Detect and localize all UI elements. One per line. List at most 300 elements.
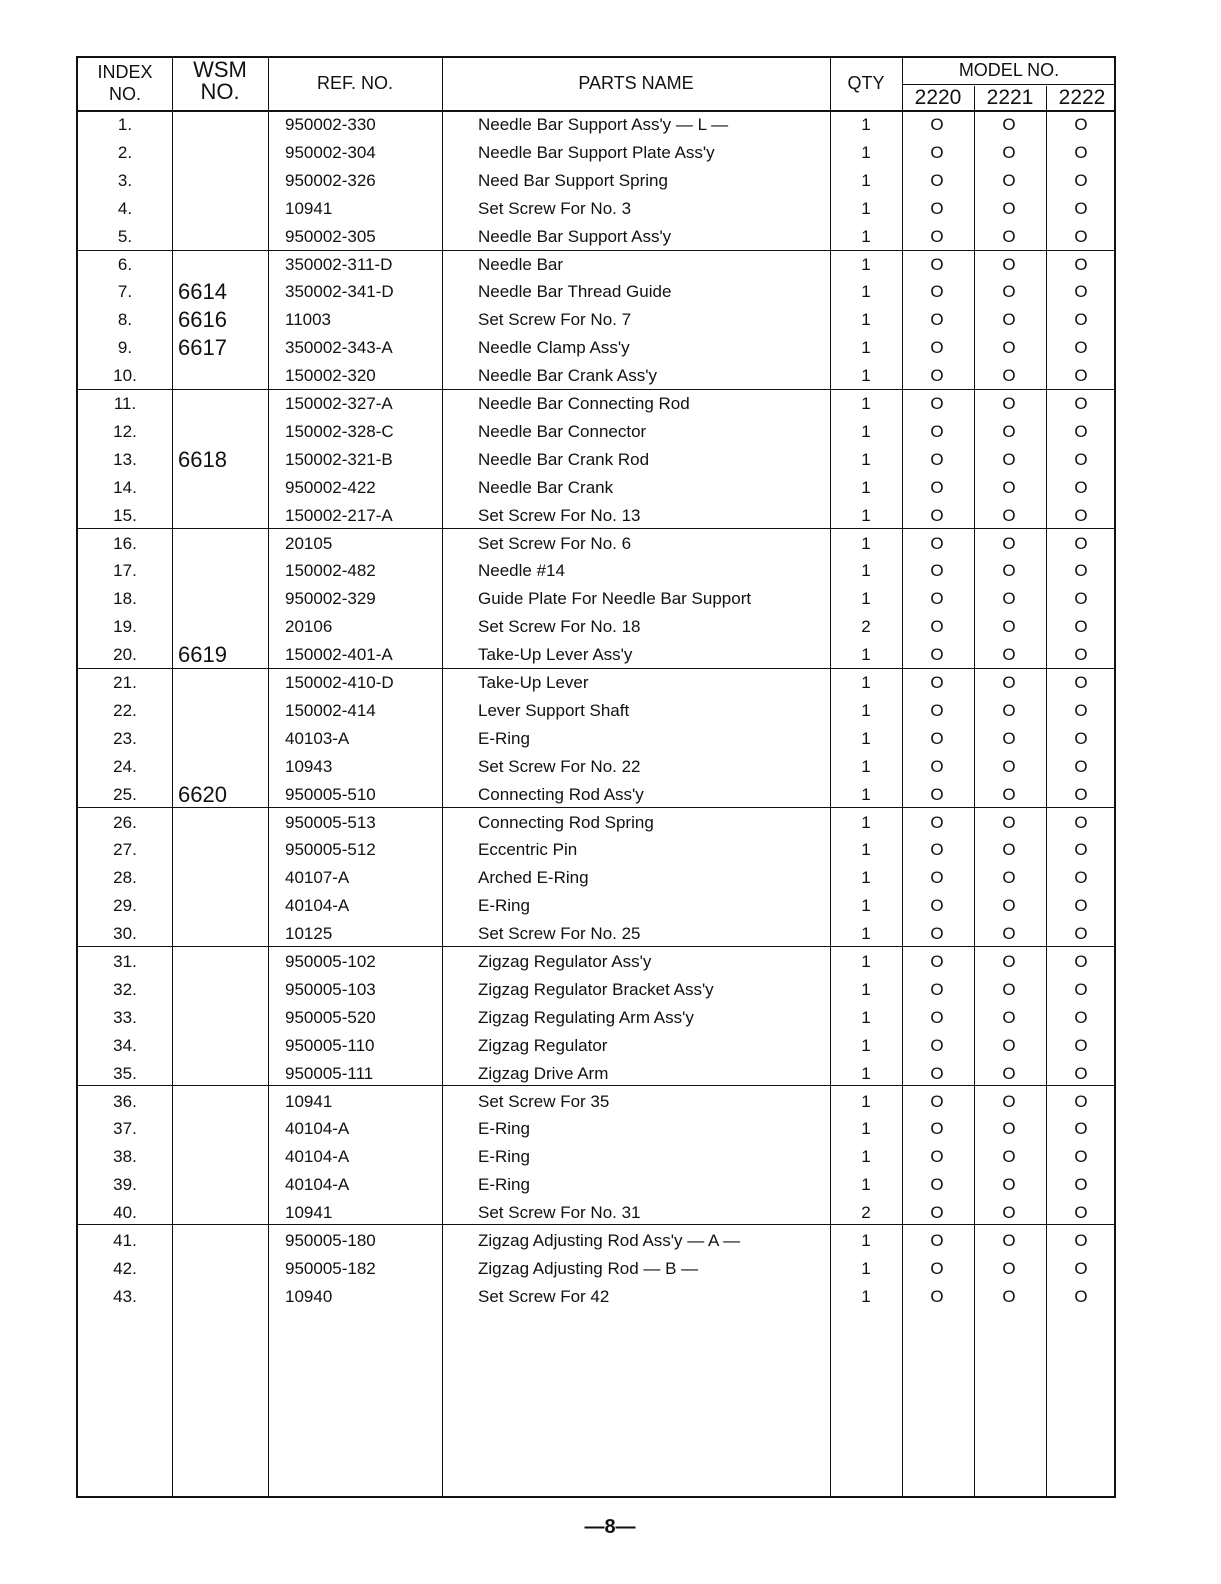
table-row bbox=[78, 669, 1114, 697]
row-model-2222-mark: O bbox=[1074, 1286, 1088, 1306]
header-wsm bbox=[172, 59, 268, 103]
row-qty: 1 bbox=[861, 1175, 871, 1195]
row-model-2221-mark: O bbox=[1002, 115, 1016, 134]
row-index: 4. bbox=[117, 198, 133, 218]
row-parts-name: Connecting Rod Ass'y bbox=[478, 784, 644, 804]
row-model-2221-mark: O bbox=[1002, 533, 1016, 553]
row-qty: 1 bbox=[861, 170, 871, 190]
row-index: 11. bbox=[113, 394, 137, 413]
row-model-2220-mark: O bbox=[930, 170, 944, 190]
row-parts-name: Set Screw For No. 18 bbox=[478, 617, 641, 637]
row-model-2220-mark: O bbox=[930, 1035, 944, 1055]
row-model-2222-mark: O bbox=[1074, 589, 1088, 609]
row-index: 28. bbox=[113, 868, 137, 888]
row-parts-name: Zigzag Regulator Ass'y bbox=[478, 952, 652, 971]
row-parts-name: Zigzag Regulator bbox=[478, 1035, 608, 1055]
row-model-2221-mark: O bbox=[1002, 1091, 1016, 1111]
row-model-2220-mark: O bbox=[930, 477, 944, 497]
row-qty: 1 bbox=[861, 115, 871, 134]
row-model-2222-mark: O bbox=[1074, 952, 1088, 971]
row-parts-name: Needle Bar Connector bbox=[478, 421, 647, 441]
row-parts-name: Set Screw For No. 7 bbox=[478, 310, 632, 330]
row-index: 13. bbox=[113, 449, 137, 469]
row-model-2222-mark: O bbox=[1074, 784, 1088, 804]
row-model-2221-mark: O bbox=[1002, 645, 1016, 665]
row-parts-name: E-Ring bbox=[478, 1119, 530, 1139]
row-ref-no: 10941 bbox=[285, 1091, 333, 1111]
parts-table bbox=[76, 56, 1116, 1498]
row-ref-no: 40104-A bbox=[285, 1175, 350, 1195]
row-index: 19. bbox=[113, 617, 137, 637]
row-parts-name: Set Screw For No. 13 bbox=[478, 505, 641, 525]
row-qty: 2 bbox=[861, 1203, 871, 1223]
header-model-2221: 2221 bbox=[986, 86, 1034, 109]
row-parts-name: Zigzag Regulator Bracket Ass'y bbox=[478, 979, 714, 999]
table-row bbox=[78, 390, 1114, 418]
row-ref-no: 40103-A bbox=[285, 728, 350, 748]
table-row bbox=[78, 251, 1114, 279]
row-model-2221-mark: O bbox=[1002, 924, 1016, 944]
row-model-2220-mark: O bbox=[930, 366, 944, 386]
row-wsm-no: 6618 bbox=[178, 446, 227, 472]
row-ref-no: 20105 bbox=[285, 533, 333, 553]
table-row bbox=[78, 1171, 1114, 1199]
row-ref-no: 10941 bbox=[285, 1203, 333, 1223]
row-qty: 1 bbox=[861, 1286, 871, 1306]
row-model-2222-mark: O bbox=[1074, 868, 1088, 888]
row-qty: 1 bbox=[861, 1258, 871, 1278]
table-row bbox=[78, 836, 1114, 864]
row-model-2221-mark: O bbox=[1002, 700, 1016, 720]
row-model-2221-mark: O bbox=[1002, 505, 1016, 525]
table-row bbox=[78, 892, 1114, 920]
table-row bbox=[78, 1115, 1114, 1143]
header-model-no: MODEL NO. bbox=[958, 60, 1060, 80]
table-row bbox=[78, 864, 1114, 892]
row-model-2220-mark: O bbox=[930, 505, 944, 525]
row-parts-name: Set Screw For No. 3 bbox=[478, 198, 632, 218]
header-ref-no: REF. NO. bbox=[316, 73, 393, 93]
row-model-2221-mark: O bbox=[1002, 756, 1016, 776]
row-qty: 1 bbox=[861, 505, 871, 525]
table-row bbox=[78, 725, 1114, 753]
table-row bbox=[78, 1088, 1114, 1116]
row-parts-name: Set Screw For No. 31 bbox=[478, 1203, 641, 1223]
header-parts-name: PARTS NAME bbox=[578, 73, 694, 93]
table-row bbox=[78, 781, 1114, 809]
table-row bbox=[78, 809, 1114, 837]
row-model-2221-mark: O bbox=[1002, 1286, 1016, 1306]
row-model-2220-mark: O bbox=[930, 952, 944, 971]
row-model-2221-mark: O bbox=[1002, 1175, 1016, 1195]
row-model-2222-mark: O bbox=[1074, 1203, 1088, 1223]
row-index: 36. bbox=[113, 1091, 137, 1111]
row-model-2221-mark: O bbox=[1002, 1035, 1016, 1055]
row-parts-name: E-Ring bbox=[478, 896, 530, 916]
row-index: 21. bbox=[113, 673, 137, 692]
row-qty: 1 bbox=[861, 756, 871, 776]
row-wsm-no: 6614 bbox=[178, 279, 227, 305]
row-model-2221-mark: O bbox=[1002, 673, 1016, 692]
row-index: 37. bbox=[113, 1119, 137, 1139]
row-parts-name: Lever Support Shaft bbox=[478, 700, 630, 720]
row-model-2222-mark: O bbox=[1074, 366, 1088, 386]
table-row bbox=[78, 1143, 1114, 1171]
row-model-2220-mark: O bbox=[930, 226, 944, 246]
row-parts-name: Arched E-Ring bbox=[478, 868, 589, 888]
row-index: 25. bbox=[113, 784, 137, 804]
row-model-2222-mark: O bbox=[1074, 812, 1088, 832]
row-qty: 1 bbox=[861, 1007, 871, 1027]
row-model-2221-mark: O bbox=[1002, 979, 1016, 999]
row-model-2222-mark: O bbox=[1074, 505, 1088, 525]
row-index: 3. bbox=[117, 170, 133, 190]
row-model-2220-mark: O bbox=[930, 1203, 944, 1223]
row-parts-name: E-Ring bbox=[478, 1147, 530, 1167]
row-qty: 1 bbox=[861, 1231, 871, 1250]
row-model-2222-mark: O bbox=[1074, 896, 1088, 916]
row-model-2220-mark: O bbox=[930, 394, 944, 413]
table-row bbox=[78, 1255, 1114, 1283]
table-row bbox=[78, 195, 1114, 223]
row-model-2221-mark: O bbox=[1002, 477, 1016, 497]
row-ref-no: 950002-422 bbox=[285, 477, 376, 497]
row-index: 23. bbox=[113, 728, 137, 748]
row-model-2221-mark: O bbox=[1002, 589, 1016, 609]
row-ref-no: 950002-330 bbox=[285, 115, 376, 134]
row-index: 18. bbox=[113, 589, 137, 609]
row-qty: 1 bbox=[861, 338, 871, 358]
row-model-2222-mark: O bbox=[1074, 115, 1088, 134]
row-ref-no: 950005-182 bbox=[285, 1258, 376, 1278]
row-model-2220-mark: O bbox=[930, 812, 944, 832]
row-ref-no: 950005-102 bbox=[285, 952, 376, 971]
row-index: 32. bbox=[113, 979, 137, 999]
row-model-2221-mark: O bbox=[1002, 366, 1016, 386]
row-qty: 1 bbox=[861, 1091, 871, 1111]
row-ref-no: 950002-326 bbox=[285, 170, 376, 190]
row-parts-name: Set Screw For No. 6 bbox=[478, 533, 632, 553]
row-model-2220-mark: O bbox=[930, 533, 944, 553]
row-model-2221-mark: O bbox=[1002, 394, 1016, 413]
row-index: 24. bbox=[113, 756, 137, 776]
row-model-2222-mark: O bbox=[1074, 1091, 1088, 1111]
row-qty: 1 bbox=[861, 700, 871, 720]
row-model-2222-mark: O bbox=[1074, 142, 1088, 162]
row-qty: 1 bbox=[861, 533, 871, 553]
row-model-2220-mark: O bbox=[930, 979, 944, 999]
row-parts-name: Eccentric Pin bbox=[478, 840, 578, 860]
row-model-2222-mark: O bbox=[1074, 756, 1088, 776]
row-model-2220-mark: O bbox=[930, 924, 944, 944]
row-ref-no: 950002-305 bbox=[285, 226, 376, 246]
row-qty: 1 bbox=[861, 477, 871, 497]
row-model-2222-mark: O bbox=[1074, 254, 1088, 274]
row-model-2221-mark: O bbox=[1002, 896, 1016, 916]
row-model-2222-mark: O bbox=[1074, 561, 1088, 581]
row-model-2221-mark: O bbox=[1002, 617, 1016, 637]
row-model-2220-mark: O bbox=[930, 700, 944, 720]
row-index: 5. bbox=[117, 226, 133, 246]
row-qty: 1 bbox=[861, 449, 871, 469]
row-parts-name: Zigzag Regulating Arm Ass'y bbox=[478, 1007, 694, 1027]
row-model-2220-mark: O bbox=[930, 310, 944, 330]
row-model-2220-mark: O bbox=[930, 645, 944, 665]
table-row bbox=[78, 1060, 1114, 1088]
row-ref-no: 150002-410-D bbox=[285, 673, 394, 692]
table-row bbox=[78, 976, 1114, 1004]
row-model-2222-mark: O bbox=[1074, 1035, 1088, 1055]
row-qty: 1 bbox=[861, 924, 871, 944]
row-ref-no: 40104-A bbox=[285, 896, 350, 916]
row-model-2222-mark: O bbox=[1074, 979, 1088, 999]
row-qty: 1 bbox=[861, 366, 871, 386]
row-model-2221-mark: O bbox=[1002, 421, 1016, 441]
row-index: 31. bbox=[113, 952, 137, 971]
page-number: —8— bbox=[584, 1516, 636, 1538]
row-qty: 1 bbox=[861, 589, 871, 609]
row-qty: 1 bbox=[861, 421, 871, 441]
row-model-2220-mark: O bbox=[930, 282, 944, 302]
row-parts-name: E-Ring bbox=[478, 728, 530, 748]
row-model-2222-mark: O bbox=[1074, 1063, 1088, 1083]
header-index-line2: NO. bbox=[108, 84, 141, 104]
row-qty: 1 bbox=[861, 896, 871, 916]
row-model-2220-mark: O bbox=[930, 449, 944, 469]
row-qty: 1 bbox=[861, 952, 871, 971]
row-ref-no: 10943 bbox=[285, 756, 333, 776]
row-model-2221-mark: O bbox=[1002, 198, 1016, 218]
row-index: 9. bbox=[117, 338, 133, 358]
table-row bbox=[78, 948, 1114, 976]
row-index: 38. bbox=[113, 1147, 137, 1167]
row-model-2220-mark: O bbox=[930, 617, 944, 637]
row-model-2221-mark: O bbox=[1002, 1147, 1016, 1167]
row-model-2221-mark: O bbox=[1002, 728, 1016, 748]
header-model-2222: 2222 bbox=[1058, 86, 1106, 109]
row-index: 42. bbox=[113, 1258, 137, 1278]
row-model-2220-mark: O bbox=[930, 673, 944, 692]
row-index: 15. bbox=[113, 505, 137, 525]
row-model-2220-mark: O bbox=[930, 338, 944, 358]
row-parts-name: Set Screw For 35 bbox=[478, 1091, 610, 1111]
header-qty: QTY bbox=[847, 73, 885, 93]
row-qty: 1 bbox=[861, 254, 871, 274]
row-index: 22. bbox=[113, 700, 137, 720]
row-ref-no: 950005-512 bbox=[285, 840, 376, 860]
row-model-2221-mark: O bbox=[1002, 310, 1016, 330]
row-model-2221-mark: O bbox=[1002, 1258, 1016, 1278]
row-ref-no: 350002-311-D bbox=[285, 254, 393, 274]
row-model-2220-mark: O bbox=[930, 589, 944, 609]
table-row bbox=[78, 1227, 1114, 1255]
row-ref-no: 10940 bbox=[285, 1286, 333, 1306]
row-parts-name: Connecting Rod Spring bbox=[478, 812, 654, 832]
row-qty: 1 bbox=[861, 226, 871, 246]
row-parts-name: Take-Up Lever bbox=[478, 673, 589, 692]
row-qty: 1 bbox=[861, 840, 871, 860]
row-model-2221-mark: O bbox=[1002, 840, 1016, 860]
row-ref-no: 10125 bbox=[285, 924, 333, 944]
row-model-2222-mark: O bbox=[1074, 617, 1088, 637]
row-parts-name: Set Screw For No. 25 bbox=[478, 924, 641, 944]
row-qty: 2 bbox=[861, 617, 871, 637]
row-qty: 1 bbox=[861, 1035, 871, 1055]
table-row bbox=[78, 167, 1114, 195]
row-parts-name: Set Screw For 42 bbox=[478, 1286, 610, 1306]
row-model-2221-mark: O bbox=[1002, 561, 1016, 581]
row-model-2220-mark: O bbox=[930, 1286, 944, 1306]
row-index: 7. bbox=[117, 282, 133, 302]
row-qty: 1 bbox=[861, 198, 871, 218]
row-qty: 1 bbox=[861, 784, 871, 804]
row-index: 14. bbox=[113, 477, 137, 497]
row-parts-name: Need Bar Support Spring bbox=[478, 170, 668, 190]
row-parts-name: Zigzag Adjusting Rod — B — bbox=[478, 1258, 699, 1278]
row-ref-no: 150002-217-A bbox=[285, 505, 393, 525]
row-model-2220-mark: O bbox=[930, 561, 944, 581]
row-model-2220-mark: O bbox=[930, 1091, 944, 1111]
row-index: 12. bbox=[113, 421, 137, 441]
row-model-2220-mark: O bbox=[930, 1063, 944, 1083]
table-row bbox=[78, 362, 1114, 390]
row-model-2222-mark: O bbox=[1074, 449, 1088, 469]
table-row bbox=[78, 585, 1114, 613]
row-index: 10. bbox=[113, 366, 137, 386]
table-row bbox=[78, 641, 1114, 669]
row-wsm-no: 6620 bbox=[178, 781, 227, 807]
row-ref-no: 150002-482 bbox=[285, 561, 376, 581]
row-index: 39. bbox=[113, 1175, 137, 1195]
row-model-2220-mark: O bbox=[930, 198, 944, 218]
row-model-2222-mark: O bbox=[1074, 1258, 1088, 1278]
header-index-line1: INDEX bbox=[97, 62, 153, 82]
row-ref-no: 950005-103 bbox=[285, 979, 376, 999]
row-ref-no: 150002-414 bbox=[285, 700, 376, 720]
row-parts-name: Set Screw For No. 22 bbox=[478, 756, 641, 776]
row-ref-no: 950005-180 bbox=[285, 1231, 376, 1250]
row-wsm-no: 6619 bbox=[178, 642, 227, 668]
row-ref-no: 950005-110 bbox=[285, 1035, 375, 1055]
row-parts-name: Needle Bar bbox=[478, 254, 564, 274]
row-ref-no: 350002-343-A bbox=[285, 338, 393, 358]
row-parts-name: Needle Bar Crank Rod bbox=[478, 449, 650, 469]
header-index bbox=[78, 61, 172, 105]
row-index: 34. bbox=[113, 1035, 137, 1055]
row-index: 17. bbox=[113, 561, 137, 581]
row-ref-no: 150002-327-A bbox=[285, 394, 393, 413]
row-parts-name: Guide Plate For Needle Bar Support bbox=[478, 589, 752, 609]
row-ref-no: 150002-328-C bbox=[285, 421, 394, 441]
row-qty: 1 bbox=[861, 812, 871, 832]
row-model-2222-mark: O bbox=[1074, 170, 1088, 190]
row-model-2221-mark: O bbox=[1002, 449, 1016, 469]
row-index: 30. bbox=[113, 924, 137, 944]
table-row bbox=[78, 1004, 1114, 1032]
table-row bbox=[78, 278, 1114, 306]
table-row bbox=[78, 139, 1114, 167]
table-row bbox=[78, 1199, 1114, 1227]
row-ref-no: 20106 bbox=[285, 617, 333, 637]
row-model-2222-mark: O bbox=[1074, 840, 1088, 860]
row-index: 2. bbox=[117, 142, 133, 162]
row-index: 6. bbox=[117, 254, 133, 274]
row-ref-no: 40104-A bbox=[285, 1119, 350, 1139]
row-index: 20. bbox=[113, 645, 137, 665]
table-row bbox=[78, 1032, 1114, 1060]
row-index: 35. bbox=[113, 1063, 137, 1083]
row-index: 29. bbox=[113, 896, 137, 916]
table-row bbox=[78, 557, 1114, 585]
header-wsm-line1: WSM bbox=[193, 57, 247, 82]
row-ref-no: 40104-A bbox=[285, 1147, 350, 1167]
row-model-2221-mark: O bbox=[1002, 1119, 1016, 1139]
row-model-2220-mark: O bbox=[930, 1258, 944, 1278]
row-model-2222-mark: O bbox=[1074, 477, 1088, 497]
row-model-2222-mark: O bbox=[1074, 421, 1088, 441]
row-parts-name: Needle Bar Support Plate Ass'y bbox=[478, 142, 715, 162]
row-model-2221-mark: O bbox=[1002, 1007, 1016, 1027]
row-ref-no: 150002-320 bbox=[285, 366, 376, 386]
row-model-2220-mark: O bbox=[930, 868, 944, 888]
row-ref-no: 950005-510 bbox=[285, 784, 376, 804]
row-qty: 1 bbox=[861, 1119, 871, 1139]
row-model-2221-mark: O bbox=[1002, 254, 1016, 274]
model-header-divider bbox=[902, 84, 1114, 85]
row-model-2220-mark: O bbox=[930, 896, 944, 916]
row-model-2222-mark: O bbox=[1074, 226, 1088, 246]
row-index: 40. bbox=[113, 1203, 137, 1223]
row-model-2222-mark: O bbox=[1074, 310, 1088, 330]
row-parts-name: Needle Bar Thread Guide bbox=[478, 282, 672, 302]
row-index: 27. bbox=[113, 840, 137, 860]
row-model-2220-mark: O bbox=[930, 840, 944, 860]
row-parts-name: Zigzag Adjusting Rod Ass'y — A — bbox=[478, 1231, 741, 1250]
row-model-2222-mark: O bbox=[1074, 1175, 1088, 1195]
row-model-2221-mark: O bbox=[1002, 338, 1016, 358]
row-ref-no: 950005-111 bbox=[285, 1063, 374, 1083]
table-row bbox=[78, 697, 1114, 725]
row-ref-no: 150002-401-A bbox=[285, 645, 393, 665]
row-parts-name: Needle Bar Support Ass'y — L — bbox=[478, 115, 729, 134]
row-ref-no: 40107-A bbox=[285, 868, 350, 888]
row-model-2221-mark: O bbox=[1002, 868, 1016, 888]
row-model-2222-mark: O bbox=[1074, 1231, 1088, 1250]
table-row bbox=[78, 334, 1114, 362]
row-model-2222-mark: O bbox=[1074, 673, 1088, 692]
row-model-2220-mark: O bbox=[930, 254, 944, 274]
row-model-2221-mark: O bbox=[1002, 282, 1016, 302]
row-index: 41. bbox=[113, 1231, 137, 1250]
row-model-2221-mark: O bbox=[1002, 1203, 1016, 1223]
row-qty: 1 bbox=[861, 310, 871, 330]
row-index: 33. bbox=[113, 1007, 137, 1027]
table-row bbox=[78, 753, 1114, 781]
row-parts-name: Needle Bar Connecting Rod bbox=[478, 394, 690, 413]
row-model-2222-mark: O bbox=[1074, 533, 1088, 553]
row-model-2221-mark: O bbox=[1002, 812, 1016, 832]
row-parts-name: Needle Bar Crank Ass'y bbox=[478, 366, 657, 386]
row-model-2221-mark: O bbox=[1002, 1063, 1016, 1083]
row-qty: 1 bbox=[861, 394, 871, 413]
row-model-2220-mark: O bbox=[930, 756, 944, 776]
row-model-2222-mark: O bbox=[1074, 338, 1088, 358]
row-model-2222-mark: O bbox=[1074, 282, 1088, 302]
row-qty: 1 bbox=[861, 1063, 871, 1083]
row-model-2220-mark: O bbox=[930, 1147, 944, 1167]
row-ref-no: 950005-513 bbox=[285, 812, 376, 832]
row-model-2222-mark: O bbox=[1074, 645, 1088, 665]
